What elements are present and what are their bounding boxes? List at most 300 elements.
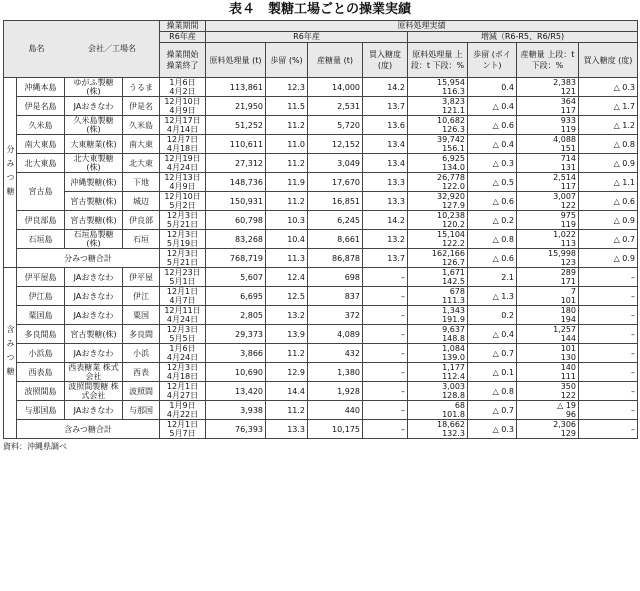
sugar-output: 4,089 <box>308 325 363 344</box>
total-label: 含みつ糖合計 <box>17 420 160 439</box>
raw-qty-change <box>408 230 468 249</box>
op-period <box>160 344 206 363</box>
op-period-top: 12月7日 <box>166 135 199 144</box>
company-name: ゆがふ製糖(株) <box>65 78 123 97</box>
table-row <box>4 173 638 192</box>
total-sugar-change-bottom: 123 <box>560 258 576 267</box>
sugar-change-bottom: 117 <box>560 182 576 191</box>
yield: 12.4 <box>266 268 308 287</box>
yield-change: △ 0.4 <box>468 135 517 154</box>
island-name: 多良間島 <box>17 325 65 344</box>
sugar-change-top: △ 19 <box>557 401 576 410</box>
sugar-change-top: 4,088 <box>553 135 576 144</box>
sugar-change-bottom: 96 <box>565 410 576 419</box>
company-name: 宮古製糖(株) <box>65 325 123 344</box>
group-label: 分みつ糖 <box>4 78 17 268</box>
factory-name: 南大東 <box>123 135 160 154</box>
yield-change: △ 0.8 <box>468 230 517 249</box>
raw-qty: 6,695 <box>206 287 266 306</box>
total-brix-change: △ 0.9 <box>579 249 638 268</box>
op-period <box>160 230 206 249</box>
raw-qty-change-top: 1,177 <box>442 363 465 372</box>
op-period-bottom: 4月24日 <box>166 353 199 362</box>
op-period <box>160 401 206 420</box>
raw-qty-change-top: 1,084 <box>442 344 465 353</box>
raw-qty: 113,861 <box>206 78 266 97</box>
factory-name: 粟国 <box>123 306 160 325</box>
yield-change: 0.4 <box>468 78 517 97</box>
sugar-output: 440 <box>308 401 363 420</box>
op-period <box>160 382 206 401</box>
yield: 14.4 <box>266 382 308 401</box>
raw-qty-change-top: 1,671 <box>442 268 465 277</box>
raw-qty-change-bottom: 191.9 <box>442 315 465 324</box>
total-yield-change: △ 0.3 <box>468 420 517 439</box>
raw-qty-change-bottom: 148.8 <box>442 334 465 343</box>
sugar-change-bottom: 151 <box>560 144 576 153</box>
op-period-bottom: 5月19日 <box>166 239 199 248</box>
company-name: JAおきなわ <box>65 344 123 363</box>
total-raw-qty-change-top: 18,662 <box>437 420 465 429</box>
raw-qty-change-bottom: 156.1 <box>442 144 465 153</box>
yield: 11.2 <box>266 116 308 135</box>
raw-qty-change <box>408 363 468 382</box>
sugar-change-top: 7 <box>570 287 576 296</box>
sugar-output: 5,720 <box>308 116 363 135</box>
company-name: 大東糖業(株) <box>65 135 123 154</box>
total-brix: – <box>363 420 408 439</box>
yield-change: △ 1.3 <box>468 287 517 306</box>
table-row <box>4 154 638 173</box>
raw-qty-change-bottom: 111.3 <box>442 296 465 305</box>
raw-qty-change-bottom: 127.9 <box>442 201 465 210</box>
raw-qty: 51,252 <box>206 116 266 135</box>
op-period-bottom: 4月2日 <box>169 87 196 96</box>
total-op-period-bottom: 5月21日 <box>166 258 199 267</box>
yield: 11.2 <box>266 344 308 363</box>
table-row <box>4 401 638 420</box>
factory-name: 石垣 <box>123 230 160 249</box>
header-brix-change: 買入糖度 (度) <box>579 43 638 78</box>
raw-qty-change-top: 678 <box>449 287 465 296</box>
island-name: 宮古島 <box>17 173 65 211</box>
op-period <box>160 211 206 230</box>
header-sugar-change: 産糖量 上段：t 下段：% <box>517 43 579 78</box>
factory-name: 伊平屋 <box>123 268 160 287</box>
raw-qty-change-top: 15,104 <box>437 230 465 239</box>
raw-qty-change <box>408 344 468 363</box>
yield: 13.2 <box>266 306 308 325</box>
total-yield: 13.3 <box>266 420 308 439</box>
table-title: 表４ 製糖工場ごとの操業実績 <box>228 2 411 17</box>
raw-qty-change <box>408 382 468 401</box>
raw-qty: 27,312 <box>206 154 266 173</box>
sugar-change-bottom: 117 <box>560 106 576 115</box>
sugar-change-bottom: 194 <box>560 315 576 324</box>
header-yield-change: 歩留 (ポイント) <box>468 43 517 78</box>
island-name: 西表島 <box>17 363 65 382</box>
total-row <box>4 420 638 439</box>
table-row <box>4 192 638 211</box>
raw-qty-change <box>408 173 468 192</box>
header-brix: 買入糖度 (度) <box>363 43 408 78</box>
island-name: 粟国島 <box>17 306 65 325</box>
total-sugar-change-bottom: 129 <box>560 429 576 438</box>
factory-name: 多良間 <box>123 325 160 344</box>
raw-qty-change-top: 3,003 <box>442 382 465 391</box>
raw-qty-change-top: 1,343 <box>442 306 465 315</box>
op-period <box>160 173 206 192</box>
company-name: 波照間製糖 株式会社 <box>65 382 123 401</box>
yield-change: △ 0.7 <box>468 344 517 363</box>
brix-change: △ 0.9 <box>579 154 638 173</box>
op-period-bottom: 4月9日 <box>169 182 196 191</box>
brix-change: △ 0.7 <box>579 230 638 249</box>
island-name: 久米島 <box>17 116 65 135</box>
op-period <box>160 306 206 325</box>
sugar-output: 698 <box>308 268 363 287</box>
island-name: 南大東島 <box>17 135 65 154</box>
sugar-change <box>517 230 579 249</box>
company-name: JAおきなわ <box>65 287 123 306</box>
sugar-change-bottom: 119 <box>560 125 576 134</box>
op-period-top: 1月6日 <box>169 344 196 353</box>
sugar-output: 3,049 <box>308 154 363 173</box>
brix-change: △ 0.3 <box>579 78 638 97</box>
header-company-factory: 会社／工場名 <box>88 44 136 53</box>
factory-name: 与那国 <box>123 401 160 420</box>
raw-qty-change <box>408 306 468 325</box>
op-period-top: 12月11日 <box>164 306 201 315</box>
op-period-top: 12月1日 <box>166 382 199 391</box>
op-period-top: 12月3日 <box>166 325 199 334</box>
raw-qty-change-bottom: 128.8 <box>442 391 465 400</box>
op-period-top: 1月9日 <box>169 401 196 410</box>
raw-qty: 21,950 <box>206 97 266 116</box>
table-row <box>4 211 638 230</box>
raw-qty: 3,938 <box>206 401 266 420</box>
sugar-change-bottom: 101 <box>560 296 576 305</box>
op-period <box>160 135 206 154</box>
op-period-bottom: 5月21日 <box>166 220 199 229</box>
sugar-change-top: 289 <box>560 268 576 277</box>
yield: 13.9 <box>266 325 308 344</box>
total-row <box>4 249 638 268</box>
raw-qty-change-bottom: 126.3 <box>442 125 465 134</box>
brix-change: – <box>579 344 638 363</box>
table-row <box>4 344 638 363</box>
raw-qty: 13,420 <box>206 382 266 401</box>
sugar-change-bottom: 119 <box>560 220 576 229</box>
brix-change: – <box>579 306 638 325</box>
brix: – <box>363 268 408 287</box>
raw-qty-change <box>408 135 468 154</box>
island-name: 伊是名島 <box>17 97 65 116</box>
raw-qty-change <box>408 78 468 97</box>
sugar-output: 14,000 <box>308 78 363 97</box>
raw-qty: 3,866 <box>206 344 266 363</box>
sugar-change <box>517 325 579 344</box>
table-row <box>4 116 638 135</box>
island-name: 与那国島 <box>17 401 65 420</box>
table-row <box>4 363 638 382</box>
sugar-change-top: 714 <box>560 154 576 163</box>
sugar-output: 837 <box>308 287 363 306</box>
total-yield-change: △ 0.6 <box>468 249 517 268</box>
total-sugar-change <box>517 249 579 268</box>
yield-change: △ 0.4 <box>468 97 517 116</box>
sugar-change-bottom: 171 <box>560 277 576 286</box>
header-raw-actual: 原料処理実績 <box>206 21 638 32</box>
brix-change: △ 1.7 <box>579 97 638 116</box>
brix: 13.3 <box>363 192 408 211</box>
op-period <box>160 268 206 287</box>
brix-change: △ 0.6 <box>579 192 638 211</box>
raw-qty-change-top: 3,823 <box>442 97 465 106</box>
op-period-top: 12月13日 <box>164 173 201 182</box>
yield: 11.2 <box>266 192 308 211</box>
factory-name: 伊是名 <box>123 97 160 116</box>
brix: 13.7 <box>363 97 408 116</box>
op-period-bottom: 4月9日 <box>169 106 196 115</box>
table-row <box>4 325 638 344</box>
raw-qty: 148,736 <box>206 173 266 192</box>
yield-change: △ 0.1 <box>468 363 517 382</box>
raw-qty-change <box>408 192 468 211</box>
table-row <box>4 230 638 249</box>
header-raw-qty-change: 原料処理量 上段：t 下段：% <box>408 43 468 78</box>
sugar-change-top: 975 <box>560 211 576 220</box>
brix: – <box>363 325 408 344</box>
sugar-change-top: 2,383 <box>553 78 576 87</box>
yield-change: △ 0.6 <box>468 116 517 135</box>
header-period-sub: 操業開始 操業終了 <box>160 43 206 78</box>
company-name: 宮古製糖(株) <box>65 192 123 211</box>
total-op-period-top: 12月1日 <box>166 420 199 429</box>
brix: – <box>363 287 408 306</box>
brix-change: △ 0.9 <box>579 211 638 230</box>
yield: 10.3 <box>266 211 308 230</box>
sugar-change-top: 1,022 <box>553 230 576 239</box>
raw-qty: 5,607 <box>206 268 266 287</box>
sugar-change-bottom: 144 <box>560 334 576 343</box>
brix-change: △ 1.1 <box>579 173 638 192</box>
raw-qty-change-bottom: 134.0 <box>442 163 465 172</box>
factory-name: 波照間 <box>123 382 160 401</box>
sugar-output: 1,928 <box>308 382 363 401</box>
header-yield: 歩留 (%) <box>266 43 308 78</box>
sugar-output: 2,531 <box>308 97 363 116</box>
op-period-bottom: 4月24日 <box>166 163 199 172</box>
op-period-bottom: 4月27日 <box>166 391 199 400</box>
sugar-change-top: 933 <box>560 116 576 125</box>
source-note: 資料：沖縄県調べ <box>3 442 67 451</box>
total-op-period-bottom: 5月7日 <box>169 429 196 438</box>
sugar-change-bottom: 111 <box>560 372 576 381</box>
sugar-change-bottom: 122 <box>560 391 576 400</box>
raw-qty-change-bottom: 122.2 <box>442 239 465 248</box>
sugar-change <box>517 78 579 97</box>
raw-qty: 150,931 <box>206 192 266 211</box>
table-row <box>4 97 638 116</box>
sugar-change-bottom: 130 <box>560 353 576 362</box>
table-row <box>4 78 638 97</box>
raw-qty-change-top: 32,920 <box>437 192 465 201</box>
op-period-top: 12月10日 <box>164 97 201 106</box>
raw-qty-change-top: 10,682 <box>437 116 465 125</box>
op-period-bottom: 4月18日 <box>166 144 199 153</box>
header-r6-b: R6年産 <box>206 32 408 43</box>
raw-qty-change-bottom: 121.1 <box>442 106 465 115</box>
brix-change: △ 0.8 <box>579 135 638 154</box>
sugar-output: 8,661 <box>308 230 363 249</box>
table-row <box>4 382 638 401</box>
op-period-bottom: 5月2日 <box>169 201 196 210</box>
op-period <box>160 287 206 306</box>
op-period <box>160 325 206 344</box>
brix: 13.4 <box>363 154 408 173</box>
raw-qty-change <box>408 401 468 420</box>
yield-change: △ 0.4 <box>468 325 517 344</box>
raw-qty-change-top: 6,925 <box>442 154 465 163</box>
op-period <box>160 192 206 211</box>
total-raw-qty-change <box>408 249 468 268</box>
op-period-bottom: 4月24日 <box>166 315 199 324</box>
sugar-output: 12,152 <box>308 135 363 154</box>
op-period-top: 12月23日 <box>164 268 201 277</box>
sugar-change-bottom: 121 <box>560 87 576 96</box>
company-name: JAおきなわ <box>65 268 123 287</box>
group-label: 含みつ糖 <box>4 268 17 439</box>
brix: – <box>363 344 408 363</box>
header-raw-qty: 原料処理量 (t) <box>206 43 266 78</box>
total-sugar-output: 10,175 <box>308 420 363 439</box>
raw-qty-change-bottom: 122.0 <box>442 182 465 191</box>
op-period-top: 1月6日 <box>169 78 196 87</box>
sugar-change <box>517 401 579 420</box>
company-name: JAおきなわ <box>65 401 123 420</box>
company-name: 石垣島製糖(株) <box>65 230 123 249</box>
total-sugar-change <box>517 420 579 439</box>
op-period-bottom: 4月7日 <box>169 296 196 305</box>
table-header <box>4 21 638 78</box>
table-row <box>4 287 638 306</box>
yield: 11.9 <box>266 173 308 192</box>
island-name: 伊平屋島 <box>17 268 65 287</box>
total-op-period <box>160 249 206 268</box>
yield: 12.3 <box>266 78 308 97</box>
sugar-change <box>517 306 579 325</box>
sugar-change <box>517 154 579 173</box>
raw-qty-change-bottom: 139.0 <box>442 353 465 362</box>
sugar-output: 17,670 <box>308 173 363 192</box>
total-op-period-top: 12月3日 <box>166 249 199 258</box>
raw-qty-change <box>408 211 468 230</box>
raw-qty-change <box>408 154 468 173</box>
brix: – <box>363 306 408 325</box>
factory-name: 伊良部 <box>123 211 160 230</box>
header-sugar: 産糖量 (t) <box>308 43 363 78</box>
header-op-period: 操業期間 <box>160 21 206 32</box>
brix-change: △ 1.2 <box>579 116 638 135</box>
raw-qty: 83,268 <box>206 230 266 249</box>
yield-change: 2.1 <box>468 268 517 287</box>
yield-change: △ 0.5 <box>468 173 517 192</box>
sugar-change-top: 140 <box>560 363 576 372</box>
brix: – <box>363 382 408 401</box>
raw-qty-change-bottom: 112.4 <box>442 372 465 381</box>
op-period-bottom: 5月1日 <box>169 277 196 286</box>
total-raw-qty: 76,393 <box>206 420 266 439</box>
sugar-change-top: 180 <box>560 306 576 315</box>
sugar-change <box>517 135 579 154</box>
sugar-change <box>517 97 579 116</box>
raw-qty-change-bottom: 116.3 <box>442 87 465 96</box>
raw-qty: 2,805 <box>206 306 266 325</box>
factory-name: 伊江 <box>123 287 160 306</box>
op-period <box>160 78 206 97</box>
brix: 14.2 <box>363 78 408 97</box>
factory-name: 久米島 <box>123 116 160 135</box>
table-body <box>4 78 638 439</box>
total-raw-qty-change-top: 162,166 <box>431 249 465 258</box>
sugar-change <box>517 287 579 306</box>
brix-change: – <box>579 363 638 382</box>
raw-qty-change <box>408 325 468 344</box>
yield: 11.5 <box>266 97 308 116</box>
yield-change: △ 0.3 <box>468 154 517 173</box>
sugar-output: 372 <box>308 306 363 325</box>
op-period <box>160 97 206 116</box>
island-name: 伊江島 <box>17 287 65 306</box>
company-name: 久米島製糖(株) <box>65 116 123 135</box>
op-period-bottom: 4月22日 <box>166 410 199 419</box>
total-sugar-change-top: 2,306 <box>553 420 576 429</box>
company-name: 西表糖業 株式会社 <box>65 363 123 382</box>
brix-change: – <box>579 382 638 401</box>
yield: 11.2 <box>266 154 308 173</box>
yield-change: △ 0.8 <box>468 382 517 401</box>
brix: 13.3 <box>363 173 408 192</box>
sugar-change <box>517 192 579 211</box>
header-r6-a: R6年産 <box>160 32 206 43</box>
island-name: 石垣島 <box>17 230 65 249</box>
factory-name: 北大東 <box>123 154 160 173</box>
company-name: JAおきなわ <box>65 97 123 116</box>
sugar-change-top: 3,007 <box>553 192 576 201</box>
company-name: 沖縄製糖(株) <box>65 173 123 192</box>
op-period-top: 12月19日 <box>164 154 201 163</box>
header-change: 増減（R6-R5、R6/R5) <box>408 32 638 43</box>
sugar-change <box>517 116 579 135</box>
yield-change: △ 0.6 <box>468 192 517 211</box>
raw-qty-change-top: 26,778 <box>437 173 465 182</box>
total-brix: 13.7 <box>363 249 408 268</box>
sugar-change-top: 1,257 <box>553 325 576 334</box>
company-name: 宮古製糖(株) <box>65 211 123 230</box>
total-raw-qty-change <box>408 420 468 439</box>
op-period-top: 12月3日 <box>166 363 199 372</box>
raw-qty-change-top: 15,954 <box>437 78 465 87</box>
total-raw-qty: 768,719 <box>206 249 266 268</box>
sugar-output: 432 <box>308 344 363 363</box>
table-row <box>4 268 638 287</box>
op-period-top: 12月1日 <box>166 287 199 296</box>
table-row <box>4 306 638 325</box>
yield: 11.0 <box>266 135 308 154</box>
yield: 10.4 <box>266 230 308 249</box>
sugar-change-bottom: 113 <box>560 239 576 248</box>
